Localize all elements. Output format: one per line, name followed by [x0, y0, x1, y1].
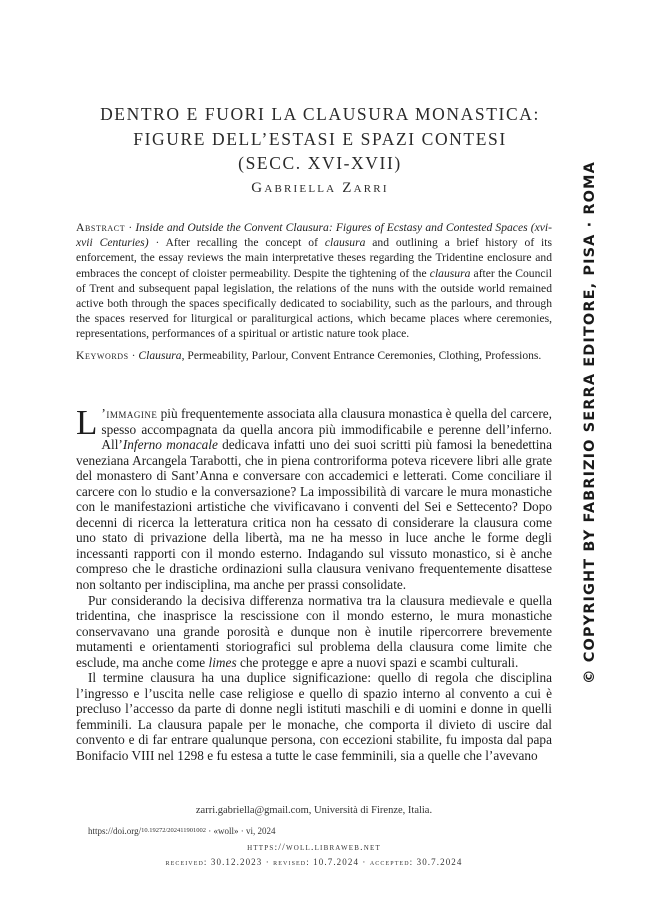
title-line-3: (SECC. XVI-XVII)	[238, 153, 402, 173]
author-name: Gabriella Zarri	[251, 180, 389, 196]
abstract-text-2: and outlining a brief history of its enforcement, the essay reviews the main interpretative theses regarding the Tridentine enclosure and embraces the concept of cloister permeability. Despite the tightening of the	[76, 236, 553, 280]
keywords-label: Keywords	[76, 349, 129, 362]
paragraph-3: Il termine clausura ha una duplice significazione: quello di regola che disciplina l’ingresso e l’uscita nelle case religiose e quello di spazio interno al convento a cui è precluso l’accesso da parte di donne negli istituti maschili e di uomini e donne in quelli femminili. La clausura papale per le monache, che comporta il divieto di uscire dal convento e di far entrare qualunque persona, con eccezioni stabilite, fu imposta dal papa Bonifacio VIII nel 1298 e fu estesa a tutte le case femminili, sia a quelle che l’avevano	[76, 670, 552, 764]
abstract-text-1: · After recalling the concept of	[148, 236, 325, 250]
drop-cap: L	[76, 403, 98, 442]
abstract-term-1: clausura	[324, 236, 366, 250]
paragraph-2	[76, 593, 552, 671]
inferno-monacale-title: Inferno monacale	[122, 437, 218, 453]
article-body	[76, 403, 552, 764]
doi-code: 10.19272/202411901002	[141, 827, 207, 834]
paragraph-1-text-b: dedicava infatti uno dei suoi scritti più famosi la benedettina veneziana Arcangela Tarabotti, che in piena controriforma poteva ricevere libri alle grate del monastero di Sant’Anna e conversare con accademici e letterati. Come conciliare il carcere con lo studio e la conversazione? La impossibilità di varcare le mura monastiche con le manifestazioni artistiche che vivificavano i conventi del Sei e Settecento? Dopo decenni di ricerca la letteratura critica non ha cessato di considerare la clausura come uno stato di privazione della libertà, ma ne ha messo in luce anche le forme degli incessanti rapporti con il mondo esterno. Indagando sul vissuto monastico, si è anche compreso che le drastiche ordinazioni sulla clausura venivano frequentemente disattese non soltanto per indisciplina, ma anche per prassi consolidate.	[76, 437, 552, 593]
keywords-list: , Permeability, Parlour, Convent Entrance Ceremonies, Clothing, Professions.	[181, 349, 542, 362]
paragraph-2-text-a: Pur considerando la decisiva differenza normativa tra la clausura medievale e quella tridentina, che inasprisce la rescissione con il mondo esterno, le mura monastiche conservavano una grande porosità e dunque non è inutile ripercorrere brevemente mutamenti e orientamenti storiografici sul problema della clausura come limite che esclude, ma anche come	[76, 592, 552, 670]
abstract-english-title: Inside and Outside the Convent Clausura: Figures of Ecstasy and Contested Spaces (xvi-xvii Centuries)	[76, 221, 552, 250]
title-line-2: FIGURE DELL’ESTASI E SPAZI CONTESI	[133, 128, 507, 149]
abstract-label: Abstract	[76, 221, 126, 234]
journal-url: https://woll.libraweb.net	[247, 843, 381, 853]
abstract	[76, 220, 552, 342]
doi-prefix: https://doi.org/	[88, 826, 142, 836]
keyword-clausura: Clausura	[138, 349, 182, 362]
author-email-affiliation: zarri.gabriella@gmail.com, Università di Firenze, Italia.	[195, 805, 433, 816]
paragraph-1	[76, 403, 552, 593]
copyright-notice: © COPYRIGHT BY FABRIZIO SERRA EDITORE, PISA · ROMA	[582, 161, 598, 684]
paragraph-2-text-b: che protegge e apre a nuovi spazi e scambi culturali.	[236, 654, 519, 670]
doi-line	[88, 826, 276, 836]
journal-issue: · «woll» · vi, 2024	[206, 826, 276, 836]
abstract-text-3: after the Council of Trent and subsequent papal legislation, the relations of the nuns with the outside world remained active both through the spaces specifically dedicated to sociability, such as the parlours, and through the spaces reserved for liturgical or paraliturgical actions, which became places where ceremonies, representations, performances of a spiritual or artistic nature took place.	[76, 266, 552, 341]
keywords-sep: ·	[128, 349, 139, 362]
abstract-sep: ·	[125, 221, 136, 234]
abstract-term-2: clausura	[429, 266, 471, 280]
submission-dates: received: 30.12.2023 · revised: 10.7.2024 · accepted: 30.7.2024	[165, 857, 463, 867]
limes-term: limes	[208, 654, 237, 670]
article-title	[60, 102, 580, 176]
keywords	[76, 348, 552, 363]
paragraph-1-text-a: più frequentemente associata alla clausura monastica è quella del carcere, spesso accompagnata da quella ancora più immodificabile e perenne dell’inferno. All’	[101, 406, 552, 453]
opening-small-caps: ’immagine	[101, 406, 158, 421]
title-line-1: DENTRO E FUORI LA CLAUSURA MONASTICA:	[100, 104, 540, 124]
